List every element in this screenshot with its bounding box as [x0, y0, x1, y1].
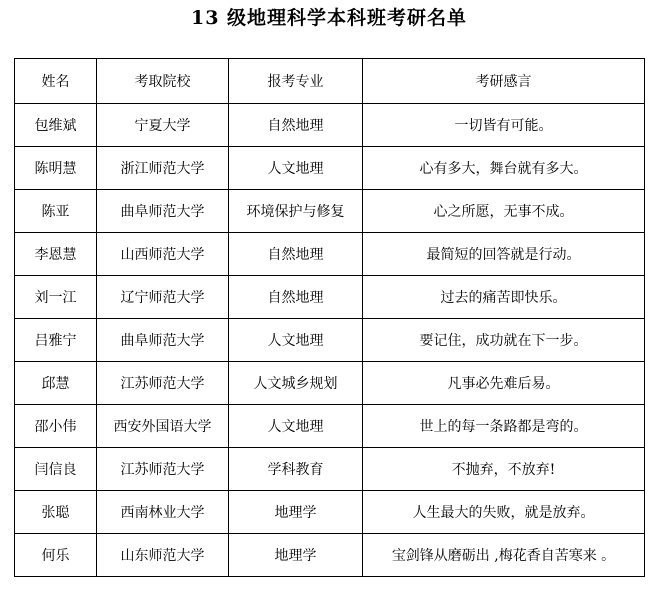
table-row: [15, 448, 645, 491]
cell-name: 包维斌: [15, 104, 97, 147]
cell-school: 浙江师范大学: [97, 147, 229, 190]
cell-motto: 一切皆有可能。: [363, 104, 645, 147]
table-row: [15, 233, 645, 276]
cell-school: 山西师范大学: [97, 233, 229, 276]
cell-major: 学科教育: [229, 448, 363, 491]
table-row: [15, 104, 645, 147]
cell-name: 李恩慧: [15, 233, 97, 276]
cell-school: 辽宁师范大学: [97, 276, 229, 319]
cell-major: 人文地理: [229, 319, 363, 362]
table-row: [15, 319, 645, 362]
table-row: [15, 534, 645, 577]
header-major: 报考专业: [229, 59, 363, 104]
cell-major: 人文地理: [229, 147, 363, 190]
admission-table: [14, 58, 645, 577]
cell-name: 何乐: [15, 534, 97, 577]
header-motto: 考研感言: [363, 59, 645, 104]
cell-motto: 世上的每一条路都是弯的。: [363, 405, 645, 448]
cell-school: 西安外国语大学: [97, 405, 229, 448]
cell-school: 曲阜师范大学: [97, 319, 229, 362]
table-header-row: [15, 59, 645, 104]
cell-name: 闫信良: [15, 448, 97, 491]
cell-school: 江苏师范大学: [97, 448, 229, 491]
cell-motto: 凡事必先难后易。: [363, 362, 645, 405]
cell-name: 邱慧: [15, 362, 97, 405]
table-row: [15, 405, 645, 448]
cell-major: 地理学: [229, 491, 363, 534]
cell-motto: 宝剑锋从磨砺出 ,梅花香自苦寒来 。: [363, 534, 645, 577]
cell-school: 曲阜师范大学: [97, 190, 229, 233]
header-name: 姓名: [15, 59, 97, 104]
cell-school: 宁夏大学: [97, 104, 229, 147]
table-row: [15, 491, 645, 534]
table-row: [15, 147, 645, 190]
cell-major: 自然地理: [229, 104, 363, 147]
table-row: [15, 190, 645, 233]
cell-motto: 最简短的回答就是行动。: [363, 233, 645, 276]
cell-motto: 过去的痛苦即快乐。: [363, 276, 645, 319]
table-row: [15, 276, 645, 319]
cell-motto: 不抛弃，不放弃!: [363, 448, 645, 491]
cell-major: 人文城乡规划: [229, 362, 363, 405]
header-school: 考取院校: [97, 59, 229, 104]
cell-motto: 要记住，成功就在下一步。: [363, 319, 645, 362]
cell-school: 江苏师范大学: [97, 362, 229, 405]
cell-name: 张聪: [15, 491, 97, 534]
cell-school: 西南林业大学: [97, 491, 229, 534]
cell-name: 吕雅宁: [15, 319, 97, 362]
cell-school: 山东师范大学: [97, 534, 229, 577]
cell-major: 地理学: [229, 534, 363, 577]
cell-motto: 心之所愿，无事不成。: [363, 190, 645, 233]
cell-name: 陈亚: [15, 190, 97, 233]
cell-name: 邵小伟: [15, 405, 97, 448]
cell-major: 环境保护与修复: [229, 190, 363, 233]
cell-motto: 心有多大，舞台就有多大。: [363, 147, 645, 190]
cell-name: 陈明慧: [15, 147, 97, 190]
cell-motto: 人生最大的失败，就是放弃。: [363, 491, 645, 534]
page-title: 13 级地理科学本科班考研名单: [190, 7, 468, 29]
cell-name: 刘一江: [15, 276, 97, 319]
cell-major: 人文地理: [229, 405, 363, 448]
cell-major: 自然地理: [229, 276, 363, 319]
table-row: [15, 362, 645, 405]
cell-major: 自然地理: [229, 233, 363, 276]
